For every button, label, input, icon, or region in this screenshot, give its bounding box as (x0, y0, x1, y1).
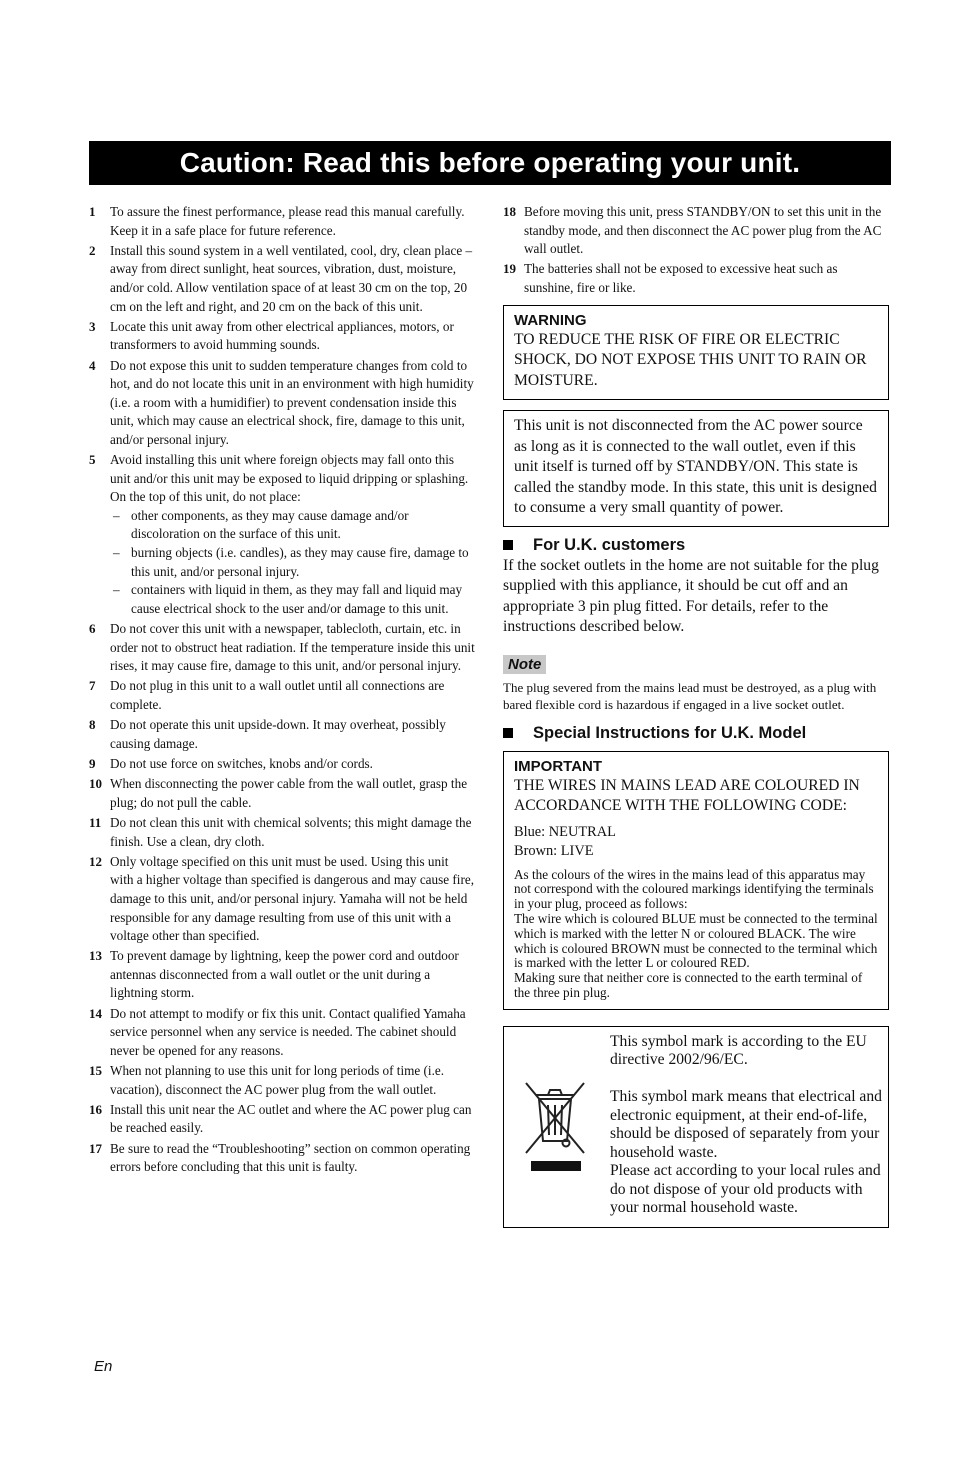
caution-item-14: 14 Do not attempt to modify or fix this unit. Contact qualified Yamaha service personnel when any service is needed. The cabinet should never be opened for any reasons. (89, 1005, 466, 1058)
wire-color-brown: Brown: LIVE (514, 843, 594, 860)
square-bullet-icon (503, 728, 513, 738)
caution-item-6: 6 Do not cover this unit with a newspaper, tablecloth, curtain, etc. in order not to obstruct heat radiation. If the temperature inside this unit rises, it may cause fire, damage to this unit, and/or personal injury. (89, 621, 475, 674)
uk-customers-heading: For U.K. customers (503, 535, 889, 555)
important-text: THE WIRES IN MAINS LEAD ARE COLOURED IN ACCORDANCE WITH THE FOLLOWING CODE: (514, 776, 860, 815)
uk-model-heading: Special Instructions for U.K. Model (503, 723, 889, 743)
caution-item-1: 1 To assure the finest performance, please read this manual carefully. Keep it in a safe place for future reference. (89, 204, 465, 238)
caution-list (89, 203, 475, 1177)
caution-item-5: 5 Avoid installing this unit where foreign objects may fall onto this unit and/or this unit may be exposed to liquid dripping or splashing. On the top of this unit, do not place: – other components, as they may cause damage and/or discoloration on the surface of this unit. – burning objects (i.e. candles), as they may cause fire, damage to this unit, and/or personal injury. – containers with liquid in them, as they may fall and liquid may cause electrical shock to the user and/or damage to this unit. (89, 451, 475, 618)
page-title-bar (89, 141, 891, 185)
caution-item-18: 18 Before moving this unit, press STANDBY/ON to set this unit in the standby mode, and then disconnect the AC power plug from the AC wall outlet. (503, 204, 882, 257)
weee-directive: This symbol mark is according to the EU directive 2002/96/EC. (610, 1032, 867, 1069)
weee-notice-box (503, 1026, 889, 1228)
caution-item-2: 2 Install this sound system in a well ventilated, cool, dry, clean place – away from direct sunlight, heat sources, vibration, dust, moisture, and/or cold. Allow ventilation space of at least 30 cm on the top, 20 cm on the left and right, and 20 cm on the back of this unit. (89, 242, 473, 314)
note-label: Note (503, 655, 546, 674)
weee-text (610, 1033, 884, 1218)
page-language-label: En (94, 1358, 113, 1375)
left-column (89, 203, 475, 1178)
uk-customers-text: If the socket outlets in the home are not suitable for the plug supplied with this appliance, it should be cut off and an appropriate 3 pin plug fitted. For details, refer to the instructions described below. (503, 556, 879, 636)
caution-item-7: 7 Do not plug in this unit to a wall outlet until all connections are complete. (89, 678, 445, 712)
wire-color-codes (514, 823, 878, 862)
caution-item-19: 19 The batteries shall not be exposed to excessive heat such as sunshine, fire or like. (503, 261, 838, 295)
caution-item-8: 8 Do not operate this unit upside-down. It may overheat, possibly causing damage. (89, 717, 446, 751)
crossed-out-wheelie-bin-icon (524, 1077, 586, 1173)
caution-subitem: – other components, as they may cause damage and/or discoloration on the surface of this unit. (110, 507, 475, 544)
warning-heading: WARNING (514, 311, 587, 329)
caution-item-13: 13 To prevent damage by lightning, keep the power cord and outdoor antennas disconnected from a wall outlet or the unit during a lightning storm. (89, 948, 459, 1001)
weee-meaning: This symbol mark means that electrical and electronic equipment, at their end-of-life, should be disposed of separately from your household waste. (610, 1087, 882, 1161)
important-heading: IMPORTANT (514, 757, 603, 775)
note-text: The plug severed from the mains lead must be destroyed, as a plug with bared flexible cord is hazardous if engaged in a live socket outlet. (503, 679, 877, 713)
warning-text: TO REDUCE THE RISK OF FIRE OR ELECTRIC SHOCK, DO NOT EXPOSE THIS UNIT TO RAIN OR MOISTURE. (514, 330, 867, 389)
warning-box (503, 305, 889, 401)
caution-item-10: 10 When disconnecting the power cable from the wall outlet, grasp the plug; do not pull the cable. (89, 776, 468, 810)
right-column (503, 203, 889, 1228)
standby-notice-box: This unit is not disconnected from the AC power source as long as it is connected to the wall outlet, even if this unit itself is turned off by STANDBY/ON. This state is called the standby mode. In this state, this unit is designed to consume a very small quantity of power. (503, 410, 889, 527)
wiring-instructions: As the colours of the wires in the mains lead of this apparatus may not correspond with the coloured markings identifying the terminals in your plug, proceed as follows: The wire which is coloured BLUE must be connected to the terminal which is marked with the letter N or coloured BLACK. The wire which is coloured BROWN must be connected to the terminal which is marked with the letter L or coloured RED. Making sure that neither core is connected to the earth terminal of the three pin plug. (514, 866, 878, 1000)
page-title: Caution: Read this before operating your unit. (179, 147, 801, 178)
caution-subitem: – burning objects (i.e. candles), as they may cause fire, damage to this unit, and/or personal injury. (110, 544, 475, 581)
important-box (503, 751, 889, 1010)
wire-color-blue: Blue: NEUTRAL (514, 823, 616, 840)
caution-item-15: 15 When not planning to use this unit for long periods of time (i.e. vacation), disconnect the AC power plug from the wall outlet. (89, 1063, 445, 1097)
weee-instruction: Please act according to your local rules and do not dispose of your old products with your normal household waste. (610, 1162, 881, 1217)
caution-list-continued (503, 203, 889, 298)
square-bullet-icon (503, 540, 513, 550)
caution-item-3: 3 Locate this unit away from other electrical appliances, motors, or transformers to avoid humming sounds. (89, 318, 454, 353)
caution-item-11: 11 Do not clean this unit with chemical solvents; this might damage the finish. Use a clean, dry cloth. (89, 814, 472, 849)
caution-subitem: – containers with liquid in them, as they may fall and liquid may cause electrical shock to the user and/or damage to this unit. (110, 581, 475, 618)
caution-item-4: 4 Do not expose this unit to sudden temperature changes from cold to hot, and do not locate this unit in an environment with high humidity (i.e. a room with a humidifier) to prevent condensation inside this unit, which may cause an electrical shock, fire, damage to this unit, and/or personal injury. (89, 357, 474, 447)
caution-sublist (110, 507, 475, 619)
caution-item-12: 12 Only voltage specified on this unit must be used. Using this unit with a higher voltage than specified is dangerous and may cause fire, damage to this unit, and/or personal injury. Yamaha will not be held responsible for any damage resulting from use of this unit with a voltage other than specified. (89, 853, 474, 944)
caution-item-16: 16 Install this unit near the AC outlet and where the AC power plug can be reached easily. (89, 1101, 472, 1136)
caution-item-9: 9 Do not use force on switches, knobs and/or cords. (89, 755, 373, 771)
caution-item-17: 17 Be sure to read the “Troubleshooting” section on common operating errors before concluding that this unit is faulty. (89, 1140, 471, 1175)
